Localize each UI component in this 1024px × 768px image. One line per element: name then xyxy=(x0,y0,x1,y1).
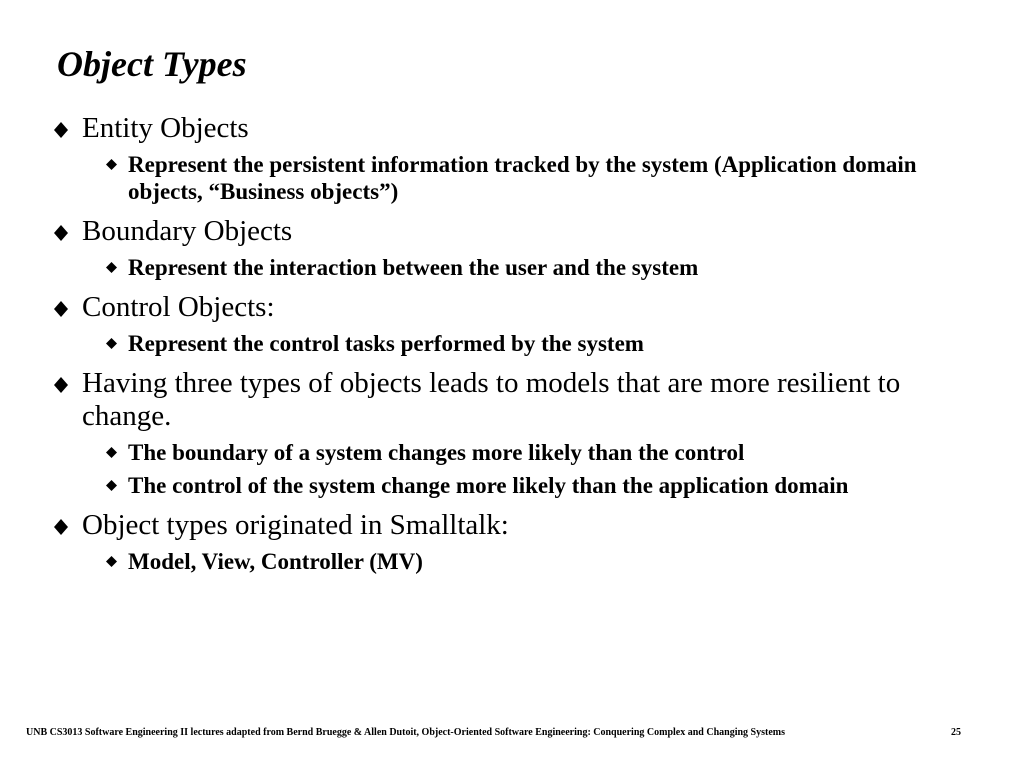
bullet-text: Entity Objects xyxy=(82,112,249,144)
diamond-bullet-icon xyxy=(106,338,117,349)
sub-bullet-item xyxy=(0,254,1024,281)
slide-footer: UNB CS3013 Software Engineering II lectures adapted from Bernd Bruegge & Allen Dutoit, Object-Oriented Software Engineering: Conquering Complex and Changing Systems xyxy=(26,727,785,738)
diamond-bullet-icon xyxy=(54,225,68,241)
sub-bullet-item xyxy=(0,548,1024,575)
page-number: 25 xyxy=(951,727,961,738)
bullet-item xyxy=(0,215,1024,248)
bullet-text: Object types originated in Smalltalk: xyxy=(82,509,509,541)
sub-bullet-text: The boundary of a system changes more likely than the control xyxy=(128,440,745,465)
diamond-bullet-icon xyxy=(106,480,117,491)
slide-title: Object Types xyxy=(57,44,247,84)
sub-bullet-text: The control of the system change more likely than the application domain xyxy=(128,473,849,498)
sub-bullet-text: Represent the control tasks performed by the system xyxy=(128,331,644,356)
sub-bullet-text: Represent the interaction between the user and the system xyxy=(128,255,699,280)
sub-bullet-item xyxy=(0,151,1024,205)
diamond-bullet-icon xyxy=(106,447,117,458)
diamond-bullet-icon xyxy=(106,556,117,567)
diamond-bullet-icon xyxy=(54,301,68,317)
bullet-list xyxy=(0,112,1024,575)
sub-bullet-text: Model, View, Controller (MV) xyxy=(128,549,423,574)
diamond-bullet-icon xyxy=(54,377,68,393)
bullet-text: Control Objects: xyxy=(82,291,275,323)
sub-bullet-item xyxy=(0,330,1024,357)
bullet-text: Boundary Objects xyxy=(82,215,293,247)
diamond-bullet-icon xyxy=(106,262,117,273)
sub-bullet-item xyxy=(0,439,1024,466)
bullet-item xyxy=(0,291,1024,324)
bullet-item xyxy=(0,509,1024,542)
sub-bullet-text: Represent the persistent information tracked by the system (Application domain objects, “Business objects”) xyxy=(128,152,917,204)
diamond-bullet-icon xyxy=(54,122,68,138)
bullet-text: Having three types of objects leads to models that are more resilient to change. xyxy=(82,367,901,432)
bullet-item xyxy=(0,367,1024,433)
sub-bullet-item xyxy=(0,472,1024,499)
bullet-item xyxy=(0,112,1024,145)
diamond-bullet-icon xyxy=(54,519,68,535)
diamond-bullet-icon xyxy=(106,159,117,170)
